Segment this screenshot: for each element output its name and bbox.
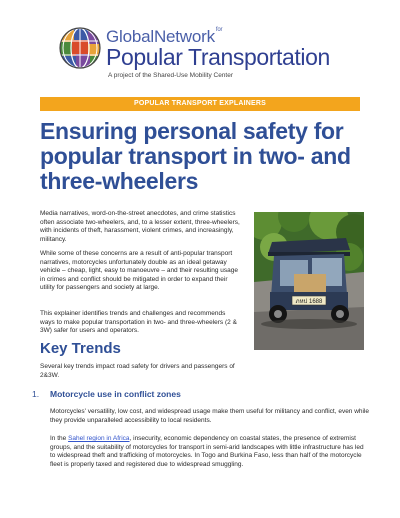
logo-tagline: A project of the Shared-Use Mobility Center: [108, 72, 234, 79]
intro-paragraph-1: Media narratives, word-on-the-street anecdotes, and crime statistics often associate two-wheelers, and, to a lesser extent, three-wheelers, with incidents of theft, harassment, violent crimes, and increasingly, militancy.: [40, 210, 240, 243]
intro-paragraph-3: This explainer identifies trends and challenges and recommends ways to make popular transportation in two- and three-wheelers (2 & 3W) safer for users and operators.: [40, 310, 237, 335]
paragraph-text-after-link: , insecurity, economic dependency on coastal states, the presence of extremist groups, and the suitability of motorcycles for transport in semi-arid landscapes with little infrastructure has led to widespread theft and trafficking of motorcycles. In Togo and Burkina Faso, less than half of the motorcycle fleet is properly taxed and registered due to widespread smuggling.: [50, 435, 364, 468]
section-paragraph-1: Motorcycles' versatility, low cost, and widespread usage make them useful for militancy and conflict, even while they provide unparalleled accessibility to local residents.: [50, 408, 370, 424]
logo-program-name: Popular Transportation: [106, 44, 330, 70]
key-trends-heading: Key Trends: [40, 340, 121, 357]
logo-for-mark: for: [215, 27, 223, 33]
logo-network-text: GlobalNetwork: [106, 27, 215, 46]
key-trends-lead: Several key trends impact road safety for drivers and passengers of 2&3W.: [40, 363, 235, 379]
paragraph-text-before-link: In the: [50, 435, 69, 442]
category-banner-label: POPULAR TRANSPORT EXPLAINERS: [134, 100, 266, 107]
license-plate-text: ภหป 1688: [295, 299, 323, 305]
intro-paragraph-2: While some of these concerns are a result of anti-popular transport narratives, motorcycles unfortunately double as an ideal getaway vehicle – cheap, light, easy to manoeuvre – and their resulting usage in crimes and conflict should be mitigated in order to expand their utility for passengers and society at large.: [40, 250, 239, 292]
globe-icon: [58, 26, 102, 70]
section-paragraph-2: [50, 435, 370, 469]
section-number: 1.: [32, 389, 40, 399]
organization-logo[interactable]: [58, 24, 358, 84]
category-banner: [40, 97, 360, 111]
sahel-region-link[interactable]: Sahel region in Africa: [68, 435, 130, 442]
tuk-tuk-photo: [254, 212, 364, 350]
page-title: Ensuring personal safety for popular transport in two- and three-wheelers: [40, 118, 351, 194]
section-heading-conflict-zones: Motorcycle use in conflict zones: [50, 389, 181, 399]
